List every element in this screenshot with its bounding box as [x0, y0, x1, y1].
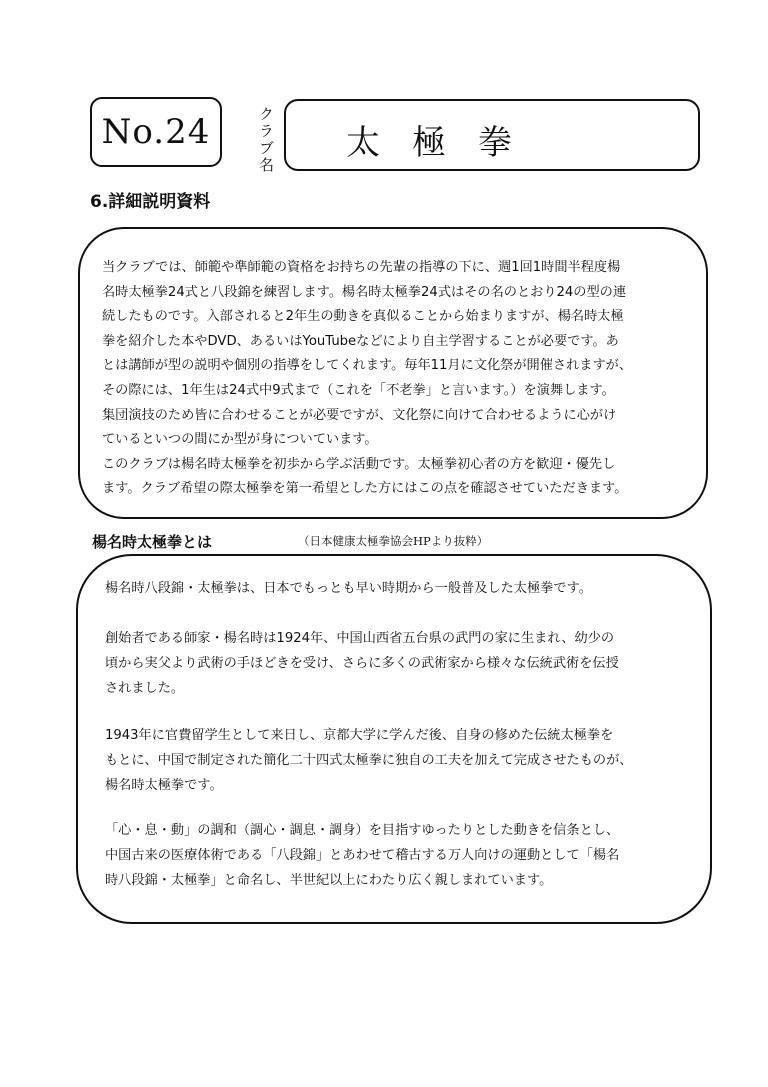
about-paragraph-4: 「心・息・動」の調和（調心・調息・調身）を目指すゆったりとした動きを信条とし、 中国古来の医療体術である「八段錦」とあわせて稽古する万人向けの運動として「楊名 時八段錦・太極拳」と命名し、半世紀以上にわたり広く親しまれています。	[105, 823, 620, 888]
about-box	[76, 554, 712, 924]
about-source: （日本健康太極拳協会HPより抜粋）	[298, 534, 489, 548]
about-paragraph-1: 楊名時八段錦・太極拳は、日本でもっとも早い時期から一般普及した太極拳です。	[105, 581, 592, 596]
description-text: 当クラブでは、師範や準師範の資格をお持ちの先輩の指導の下に、週1回1時間半程度楊 名時太極拳24式と八段錦を練習します。楊名時太極拳24式はその名のとおり24の型の連 続したものです。入部されると2年生の動きを真似ることから始まりますが、楊名時太極 拳を紹介した本やDVD、あるいはYouTubeなどにより自主学習することが必要です。あ とは講師が型の説明や個別の指導をしてくれます。毎年11月に文化祭が開催されますが、 その際には、1年生は24式中9式まで（これを「不老拳」と言います。）を演舞します。 集団演技のため皆に合わせることが必要ですが、文化祭に向けて合わせるように心がけ ているといつの間にか型が身についています。 このクラブは楊名時太極拳を初歩から学ぶ活動です。太極拳初心者の方を歓迎・優先し ます。クラブ希望の際太極拳を第一希望とした方にはこの点を確認させていただきます。	[102, 260, 633, 497]
about-paragraph-3: 1943年に官費留学生として来日し、京都大学に学んだ後、自身の修めた伝統太極拳を もとに、中国で制定された簡化二十四式太極拳に独自の工夫を加えて完成させたものが、 楊名時太極拳です。	[105, 728, 633, 793]
club-name-box	[284, 99, 700, 171]
section-heading: 6.詳細説明資料	[90, 192, 211, 212]
description-box	[78, 227, 708, 519]
club-name: 太極拳	[346, 123, 544, 163]
club-number: No.24	[101, 112, 211, 152]
club-number-box	[90, 97, 222, 167]
club-name-label: クラブ名	[257, 106, 275, 174]
about-heading: 楊名時太極拳とは	[92, 533, 213, 551]
about-paragraph-2: 創始者である師家・楊名時は1924年、中国山西省五台県の武門の家に生まれ、幼少の 頃から実父より武術の手ほどきを受け、さらに多くの武術家から様々な伝統武術を伝授 されました。	[105, 631, 619, 696]
